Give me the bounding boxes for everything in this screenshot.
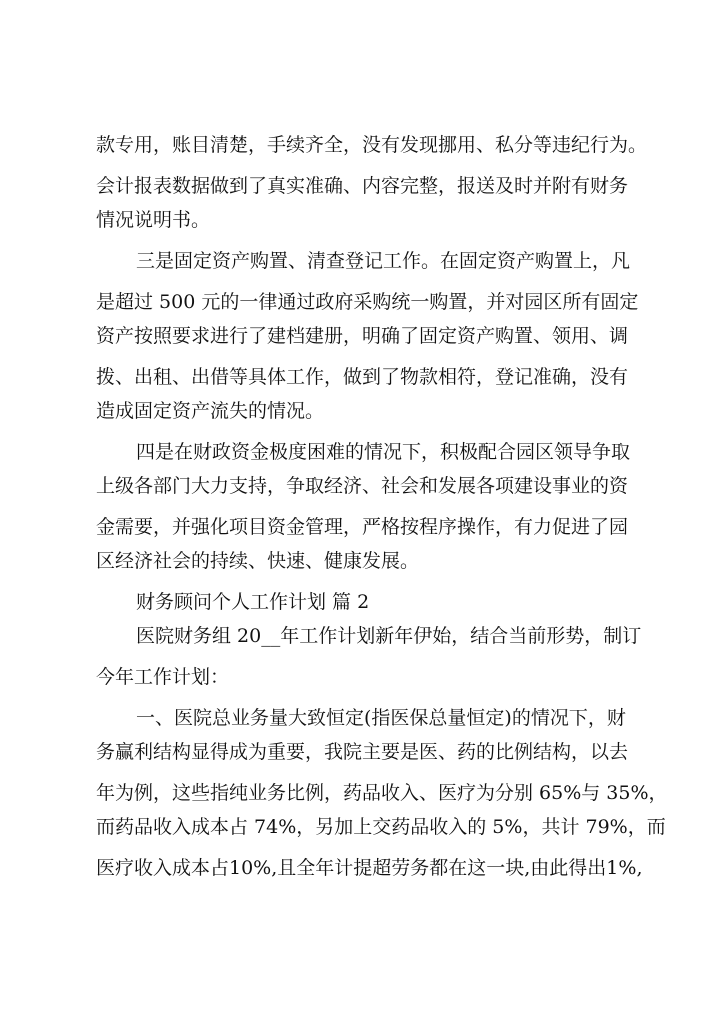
paragraph-line: 是超过 500 元的一律通过政府采购统一购置，并对园区所有固定 (96, 291, 639, 313)
paragraph-line: 医院财务组 20__年工作计划新年伊始，结合当前形势，制订 (136, 625, 642, 647)
paragraph-line: 年为例，这些指纯业务比例，药品收入、医疗为分别 65%与 35%， (96, 782, 668, 804)
paragraph-line: 会计报表数据做到了真实准确、内容完整，报送及时并附有财务 (96, 175, 629, 197)
section-heading: 财务顾问个人工作计划 篇 2 (136, 591, 370, 613)
paragraph-line: 一、医院总业务量大致恒定(指医保总量恒定)的情况下，财 (136, 707, 626, 729)
paragraph-line: 医疗收入成本占10%,且全年计提超劳务都在这一块,由此得出1%, (96, 857, 643, 879)
paragraph-line: 造成固定资产流失的情况。 (96, 400, 325, 422)
paragraph-line: 务赢利结构显得成为重要，我院主要是医、药的比例结构，以去 (96, 741, 629, 763)
paragraph-line: 金需要，并强化项目资金管理，严格按程序操作，有力促进了园 (96, 516, 629, 538)
paragraph-line: 上级各部门大力支持，争取经济、社会和发展各项建设事业的资 (96, 475, 629, 497)
paragraph-line: 情况说明书。 (96, 209, 211, 231)
paragraph-line: 今年工作计划： (96, 666, 230, 688)
paragraph-line: 资产按照要求进行了建档建册，明确了固定资产购置、领用、调 (96, 325, 629, 347)
paragraph-line: 区经济社会的持续、快速、健康发展。 (96, 550, 420, 572)
paragraph-line: 拨、出租、出借等具体工作，做到了物款相符，登记准确，没有 (96, 366, 629, 388)
paragraph-line: 四是在财政资金极度困难的情况下，积极配合园区领导争取 (136, 441, 631, 463)
paragraph-line: 而药品收入成本占 74%，另加上交药品收入的 5%，共计 79%，而 (96, 816, 666, 838)
paragraph-line: 三是固定资产购置、清查登记工作。在固定资产购置上，凡 (136, 250, 631, 272)
paragraph-line: 款专用，账目清楚，手续齐全，没有发现挪用、私分等违纪行为。 (96, 134, 648, 156)
